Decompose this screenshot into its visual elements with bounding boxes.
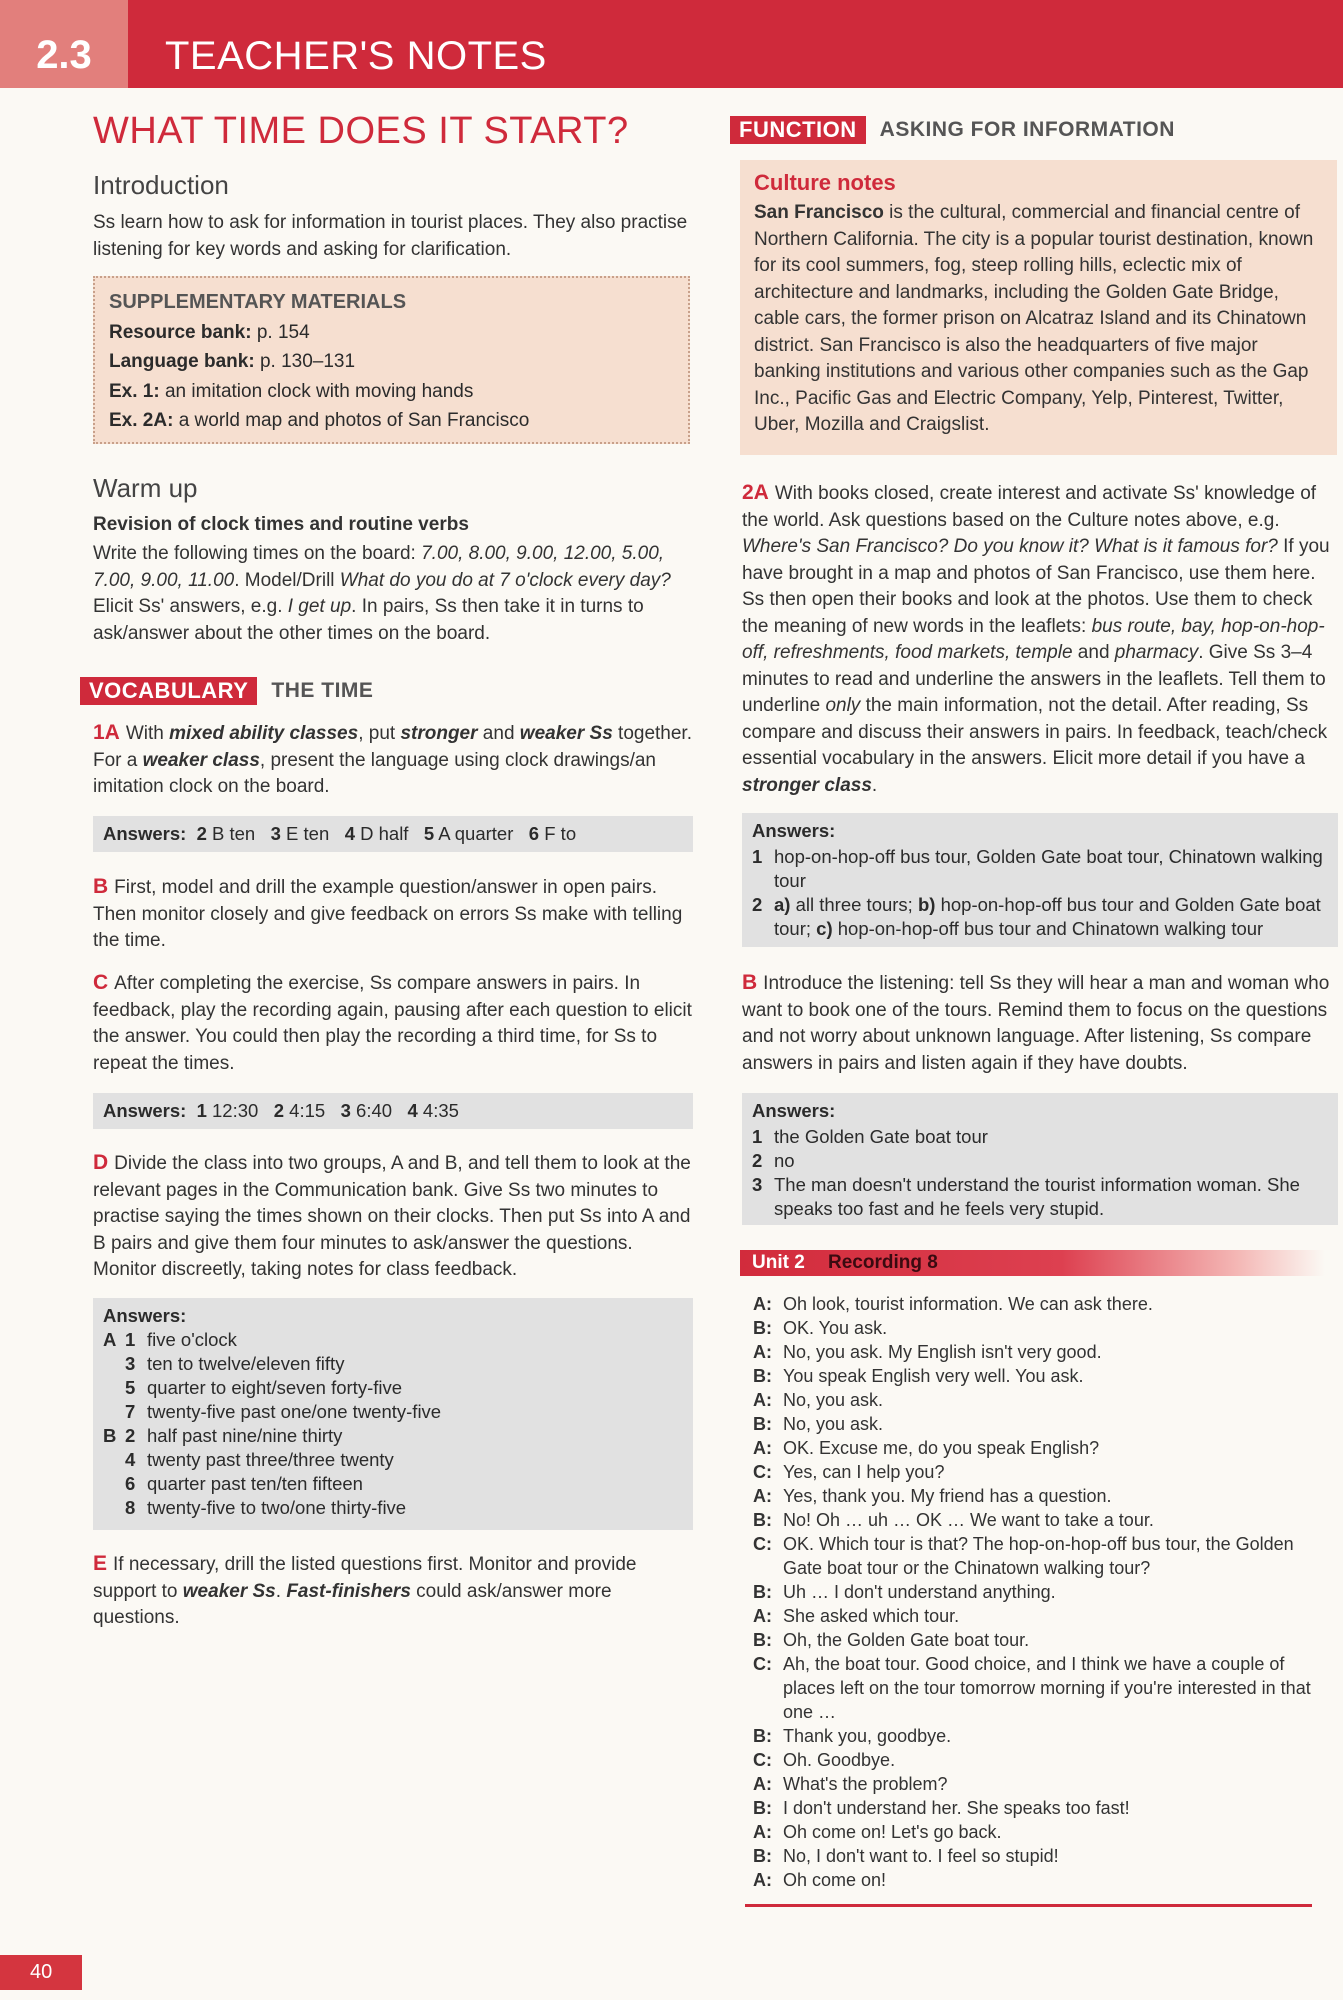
- speaker: A:: [753, 1438, 772, 1458]
- answer-row: 2 no: [752, 1150, 795, 1171]
- line-text: What's the problem?: [783, 1774, 948, 1794]
- exercise-2b-text: B Introduce the listening: tell Ss they will hear a man and woman who want to book one of the tours. Remind them to focus on the questions and not worry about unknown language. After listening, Ss compare answers in pairs and listen again if they have doubts.: [742, 971, 1330, 1074]
- speaker: A:: [753, 1870, 772, 1890]
- supp-row: Resource bank: p. 154: [109, 321, 310, 343]
- unit-number: 2.3: [0, 0, 128, 88]
- answer-row: 2 a) all three tours; b) hop-on-hop-off bus tour and Golden Gate boat tour; c) hop-on-hop-off bus tour and Chinatown walking tour: [752, 894, 1321, 939]
- transcript-line: [753, 1340, 1333, 1364]
- line-text: You speak English very well. You ask.: [783, 1366, 1084, 1386]
- speaker: B:: [753, 1318, 772, 1338]
- warmup-heading: Warm up: [93, 473, 198, 503]
- transcript-line: [753, 1532, 1333, 1580]
- line-text: She asked which tour.: [783, 1606, 960, 1626]
- speaker: C:: [753, 1462, 772, 1482]
- function-tag: FUNCTION: [730, 116, 866, 144]
- line-text: Uh … I don't understand anything.: [783, 1582, 1056, 1602]
- bottom-rule: [745, 1904, 1312, 1907]
- function-label: ASKING FOR INFORMATION: [879, 118, 1175, 141]
- answer-row: 6 quarter past ten/ten fifteen: [125, 1473, 363, 1494]
- line-text: Oh look, tourist information. We can ask there.: [783, 1294, 1153, 1314]
- speaker: B:: [753, 1366, 772, 1386]
- transcript-line: [753, 1292, 1333, 1316]
- speaker: A:: [753, 1486, 772, 1506]
- supp-row: Ex. 1: an imitation clock with moving hands: [109, 380, 474, 402]
- transcript-line: [753, 1844, 1333, 1868]
- transcript-line: [753, 1796, 1333, 1820]
- recording-heading-bar: [740, 1250, 1325, 1276]
- line-text: No, you ask.: [783, 1390, 884, 1410]
- line-text: Oh, the Golden Gate boat tour.: [783, 1630, 1030, 1650]
- transcript-line: [753, 1820, 1333, 1844]
- line-text: OK. Excuse me, do you speak English?: [783, 1438, 1100, 1458]
- transcript-line: [753, 1748, 1333, 1772]
- exercise-1a-text: 1A With mixed ability classes, put stronger and weaker Ss together. For a weaker class, present the language using clock drawings/an imitation clock on the board.: [93, 721, 692, 797]
- exercise-1c-text: C After completing the exercise, Ss compare answers in pairs. In feedback, play the recording again, pausing after each question to elicit the answer. You could then play the recording a third time, for Ss to repeat the times.: [93, 971, 692, 1074]
- line-text: No, I don't want to. I feel so stupid!: [783, 1846, 1059, 1866]
- answers-1a-box: Answers: 2 B ten 3 E ten 4 D half 5 A quarter 6 F to: [93, 816, 693, 852]
- page-number: 40: [0, 1955, 82, 1990]
- vocabulary-label: THE TIME: [271, 679, 374, 702]
- answers-1c-box: Answers: 1 12:30 2 4:15 3 6:40 4 4:35: [93, 1093, 693, 1129]
- transcript-line: [753, 1652, 1333, 1724]
- recording-transcript: [753, 1292, 1333, 1892]
- speaker: A:: [753, 1294, 772, 1314]
- transcript-line: [753, 1724, 1333, 1748]
- exercise-1b-text: B First, model and drill the example question/answer in open pairs. Then monitor closely and give feedback on errors Ss make with telling the time.: [93, 875, 683, 951]
- lesson-title: WHAT TIME DOES IT START?: [93, 110, 629, 152]
- line-text: No, you ask.: [783, 1414, 884, 1434]
- transcript-line: [753, 1508, 1333, 1532]
- transcript-line: [753, 1364, 1333, 1388]
- answer-row: 1 the Golden Gate boat tour: [752, 1126, 988, 1147]
- supp-heading: SUPPLEMENTARY MATERIALS: [109, 291, 407, 313]
- answer-row: 7 twenty-five past one/one twenty-five: [125, 1401, 442, 1422]
- transcript-line: [753, 1868, 1333, 1892]
- answer-row: 8 twenty-five to two/one thirty-five: [125, 1497, 407, 1518]
- answers-2a-box: Answers: 1 hop-on-hop-off bus tour, Golden Gate boat tour, Chinatown walking tour 2 a) all three tours; b) hop-on-hop-off bus tour and Golden Gate boat tour; c) hop-on-hop-off bus tour and Chinatown walking tour: [742, 813, 1338, 947]
- speaker: A:: [753, 1606, 772, 1626]
- culture-notes-box: [740, 160, 1337, 455]
- transcript-line: [753, 1604, 1333, 1628]
- exercise-1e-text: E If necessary, drill the listed questions first. Monitor and provide support to weaker Ss. Fast-finishers could ask/answer more questions.: [93, 1552, 637, 1628]
- recording-label: Recording 8: [828, 1252, 938, 1273]
- transcript-line: [753, 1580, 1333, 1604]
- line-text: OK. Which tour is that? The hop-on-hop-off bus tour, the Golden Gate boat tour or the Chinatown walking tour?: [783, 1534, 1294, 1578]
- warmup-subheading: Revision of clock times and routine verbs: [93, 514, 469, 535]
- exercise-1d-text: D Divide the class into two groups, A and B, and tell them to look at the relevant pages in the Communication bank. Give Ss two minutes to practise saying the times shown on their clocks. Then put Ss into A and B pairs and give them four minutes to ask/answer the questions. Monitor discreetly, taking notes for class feedback.: [93, 1151, 691, 1280]
- line-text: No! Oh … uh … OK … We want to take a tour.: [783, 1510, 1154, 1530]
- culture-heading: Culture notes: [754, 170, 896, 195]
- exercise-2a-text: 2A With books closed, create interest and activate Ss' knowledge of the world. Ask questions based on the Culture notes above, e.g. Where's San Francisco? Do you know it? What is it famous for? If you have brought in a map and photos of San Francisco, use them here. Ss then open their books and look at the photos. Use them to check the meaning of new words in the leaflets: bus route, bay, hop-on-hop-off, refreshments, food markets, temple and pharmacy. Give Ss 3–4 minutes to read and underline the answers in the leaflets. Tell them to underline only the main information, not the detail. After reading, Ss compare and discuss their answers in pairs. In feedback, teach/check essential vocabulary in the answers. Elicit more detail if you have a stronger class.: [742, 481, 1330, 796]
- speaker: A:: [753, 1822, 772, 1842]
- function-section-heading: [730, 116, 1175, 144]
- speaker: C:: [753, 1534, 772, 1554]
- vocabulary-tag: VOCABULARY: [80, 677, 257, 705]
- intro-text: Ss learn how to ask for information in tourist places. They also practise listening for key words and asking for clarification.: [93, 212, 688, 260]
- transcript-line: [753, 1316, 1333, 1340]
- speaker: B:: [753, 1510, 772, 1530]
- answer-row: 4 twenty past three/three twenty: [125, 1449, 394, 1470]
- speaker: C:: [753, 1750, 772, 1770]
- line-text: No, you ask. My English isn't very good.: [783, 1342, 1102, 1362]
- answer-row: 1 hop-on-hop-off bus tour, Golden Gate boat tour, Chinatown walking tour: [752, 846, 1323, 891]
- answer-row: A 1 five o'clock: [103, 1329, 237, 1350]
- recording-unit: Unit 2: [752, 1252, 805, 1273]
- speaker: B:: [753, 1582, 772, 1602]
- speaker: A:: [753, 1342, 772, 1362]
- answers-1d-box: Answers: A 1 five o'clock 3 ten to twelve/eleven fifty 5 quarter to eight/seven forty-five 7 twenty-five past one/one twenty-five B 2 half past nine/nine thirty 4 twenty past three/three twenty 6 quarter past ten/ten fifteen 8 twenty-five to two/one thirty-five: [93, 1298, 693, 1530]
- line-text: Ah, the boat tour. Good choice, and I think we have a couple of places left on the tour tomorrow morning if you're interested in that one …: [783, 1654, 1311, 1722]
- speaker: B:: [753, 1798, 772, 1818]
- transcript-line: [753, 1628, 1333, 1652]
- speaker: A:: [753, 1390, 772, 1410]
- line-text: Oh. Goodbye.: [783, 1750, 896, 1770]
- line-text: OK. You ask.: [783, 1318, 888, 1338]
- warmup-text: Write the following times on the board: 7.00, 8.00, 9.00, 12.00, 5.00, 7.00, 9.00, 11.00. Model/Drill What do you do at 7 o'clock every day? Elicit Ss' answers, e.g. I get up. In pairs, Ss then take it in turns to ask/answer about the other times on the board.: [93, 543, 671, 644]
- line-text: I don't understand her. She speaks too fast!: [783, 1798, 1130, 1818]
- transcript-line: [753, 1484, 1333, 1508]
- supp-row: Language bank: p. 130–131: [109, 351, 356, 372]
- supplementary-materials-box: [93, 276, 690, 444]
- speaker: A:: [753, 1774, 772, 1794]
- line-text: Oh come on!: [783, 1870, 887, 1890]
- answer-row: B 2 half past nine/nine thirty: [103, 1425, 343, 1446]
- speaker: B:: [753, 1726, 772, 1746]
- speaker: C:: [753, 1654, 772, 1674]
- intro-heading: Introduction: [93, 170, 229, 200]
- transcript-line: [753, 1412, 1333, 1436]
- answers-2b-box: Answers: 1 the Golden Gate boat tour 2 no 3 The man doesn't understand the tourist information woman. She speaks too fast and he feels very stupid.: [742, 1093, 1338, 1225]
- page-header: [0, 0, 1343, 88]
- speaker: B:: [753, 1630, 772, 1650]
- answer-row: 3 The man doesn't understand the tourist information woman. She speaks too fast and he feels very stupid.: [752, 1174, 1300, 1219]
- line-text: Yes, thank you. My friend has a question.: [783, 1486, 1112, 1506]
- line-text: Yes, can I help you?: [783, 1462, 945, 1482]
- answer-row: 5 quarter to eight/seven forty-five: [125, 1377, 403, 1398]
- header-title: TEACHER'S NOTES: [165, 34, 547, 78]
- speaker: B:: [753, 1414, 772, 1434]
- vocabulary-section-heading: [80, 677, 373, 705]
- speaker: B:: [753, 1846, 772, 1866]
- transcript-line: [753, 1436, 1333, 1460]
- supp-row: Ex. 2A: a world map and photos of San Francisco: [109, 410, 530, 431]
- transcript-line: [753, 1460, 1333, 1484]
- line-text: Oh come on! Let's go back.: [783, 1822, 1002, 1842]
- answer-row: 3 ten to twelve/eleven fifty: [125, 1353, 345, 1374]
- transcript-line: [753, 1772, 1333, 1796]
- line-text: Thank you, goodbye.: [783, 1726, 952, 1746]
- culture-text: San Francisco is the cultural, commercial and financial centre of Northern California. The city is a popular tourist destination, known for its cool summers, fog, steep rolling hills, eclectic mix of architecture and landmarks, including the Golden Gate Bridge, cable cars, the former prison on Alcatraz Island and its Chinatown district. San Francisco is also the headquarters of five major banking institutions and various other companies such as the Gap Inc., Pacific Gas and Electric Company, Yelp, Pinterest, Twitter, Uber, Mozilla and Craigslist.: [754, 202, 1314, 435]
- transcript-line: [753, 1388, 1333, 1412]
